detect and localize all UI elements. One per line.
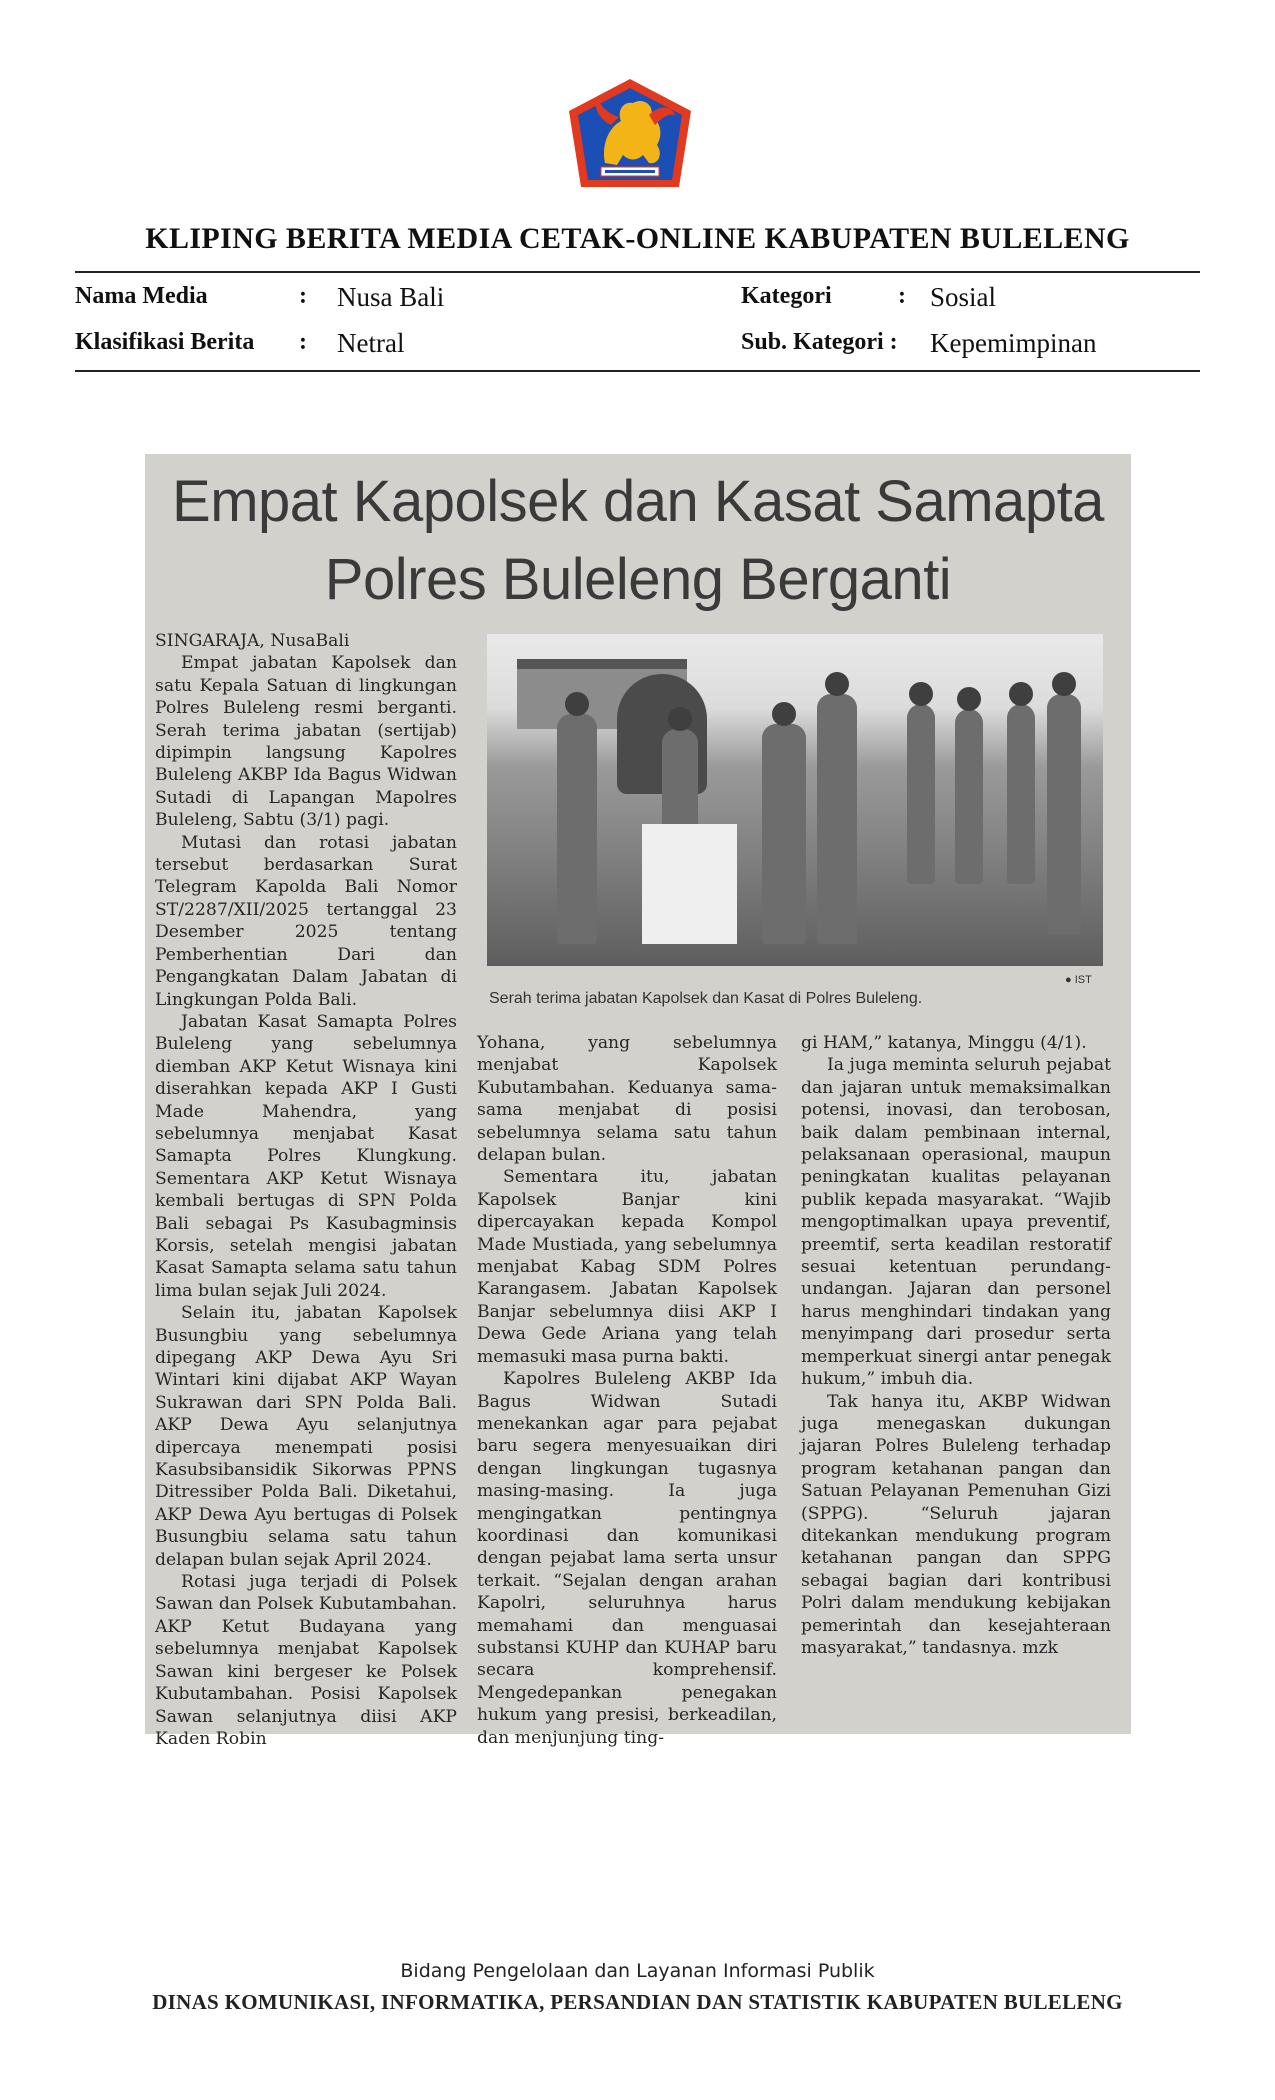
paragraph: Selain itu, jabatan Kapolsek Busungbiu yang sebelumnya dipegang AKP Dewa Ayu Sri Wintari kini dijabat AKP Wayan Sukrawan dari SPN Polda Bali. AKP Dewa Ayu selanjutnya dipercaya menempati posisi Kasubsibansidik Sikorwas PPNS Ditressiber Polda Bali. Diketahui, AKP Dewa Ayu bertugas di Polsek Busungbiu selama satu tahun delapan bulan sejak April 2024. (155, 1303, 457, 1570)
paragraph: gi HAM,” katanya, Minggu (4/1). (801, 1033, 1087, 1053)
paragraph: Yohana, yang sebelumnya menjabat Kapolsek Kubutambahan. Keduanya sama-sama menjabat di posisi sebelumnya selama satu tahun delapan bulan. (477, 1033, 777, 1166)
kategori-label: Kategori (741, 283, 832, 309)
page-title: KLIPING BERITA MEDIA CETAK-ONLINE KABUPATEN BULELENG (145, 222, 1130, 255)
klasifikasi-value: Netral (337, 328, 405, 358)
subkategori-label: Sub. Kategori : (741, 329, 898, 355)
kategori-colon: : (898, 283, 906, 309)
paragraph: Sementara itu, jabatan Kapolsek Banjar kini dipercayakan kepada Kompol Made Mustiada, yang sebelumnya menjabat Kabag SDM Polres Karangasem. Jabatan Kapolsek Banjar sebelumnya diisi AKP I Dewa Gede Ariana yang telah memasuki masa purna bakti. (477, 1167, 777, 1367)
subkategori-value: Kepemimpinan (930, 328, 1097, 358)
paragraph: Mutasi dan rotasi jabatan tersebut berdasarkan Surat Telegram Kapolda Bali Nomor ST/2287/XII/2025 tertanggal 23 Desember 2025 tentang Pemberhentian Dari dan Pengangkatan Dalam Jabatan di Lingkungan Polda Bali. (155, 832, 457, 1010)
headline-line-2: Polres Buleleng Berganti (324, 547, 952, 612)
photo-officer (955, 709, 983, 884)
headline-line-1: Empat Kapolsek dan Kasat Samapta (172, 469, 1104, 534)
photo-signing-table (642, 824, 737, 944)
photo-officer (762, 724, 806, 944)
article-column-2 (477, 1032, 777, 1749)
title-divider (75, 271, 1200, 273)
news-photo (487, 634, 1103, 966)
photo-officer (557, 714, 597, 944)
photo-caption: Serah terima jabatan Kapolsek dan Kasat di Polres Buleleng. (489, 990, 923, 1007)
paragraph: Ia juga meminta seluruh pejabat dan jajaran untuk memaksimalkan potensi, inovasi, dan terobosan, baik dalam pembinaan internal, pelaksanaan operasional, maupun peningkatan kualitas pelayanan publik kepada masyarakat. “Wajib mengoptimalkan upaya preventif, preemtif, serta keadilan restoratif sesuai ketentuan perundang-undangan. Jajaran dan personel harus menghindari tindakan yang menyimpang dari prosedur serta memperkuat sinergi antar penegak hukum,” imbuh dia. (801, 1055, 1111, 1390)
article-column-3 (801, 1032, 1111, 1659)
klasifikasi-colon: : (299, 329, 307, 355)
photo-officer (1007, 704, 1035, 884)
footer-agency: DINAS KOMUNIKASI, INFORMATIKA, PERSANDIAN DAN STATISTIK KABUPATEN BULELENG (152, 1990, 1123, 2014)
meta-divider (75, 370, 1200, 372)
media-colon: : (299, 283, 307, 309)
paragraph: Empat jabatan Kapolsek dan satu Kepala Satuan di lingkungan Polres Buleleng resmi berganti. Serah terima jabatan (sertijab) dipimpin langsung Kapolres Buleleng AKBP Ida Bagus Widwan Sutadi di Lapangan Mapolres Buleleng, Sabtu (3/1) pagi. (155, 653, 457, 831)
photo-officer (662, 729, 698, 839)
dateline: SINGARAJA, NusaBali (155, 631, 350, 651)
kategori-value: Sosial (930, 282, 997, 312)
article-column-1 (155, 630, 457, 1750)
klasifikasi-label: Klasifikasi Berita (75, 329, 255, 355)
photo-officer (907, 704, 935, 884)
paragraph: Jabatan Kasat Samapta Polres Buleleng yang sebelumnya diemban AKP Ketut Wisnaya kini diserahkan kepada AKP I Gusti Made Mahendra, yang sebelumnya menjabat Kasat Samapta Polres Klungkung. Sementara AKP Ketut Wisnaya kembali bertugas di SPN Polda Bali sebagai Ps Kasubagminsis Korsis, setelah mengisi jabatan Kasat Samapta selama satu tahun lima bulan sejak Juli 2024. (155, 1011, 457, 1301)
garuda-lion-crest-icon (563, 75, 697, 203)
paragraph: Kapolres Buleleng AKBP Ida Bagus Widwan Sutadi menekankan agar para pejabat baru segera menyesuaikan diri dengan lingkungan tugasnya masing-masing. Ia juga mengingatkan pentingnya koordinasi dan komunikasi dengan pejabat lama serta unsur terkait. “Sejalan dengan arahan Kapolri, seluruhnya harus memahami dan menguasai substansi KUHP dan KUHAP baru secara komprehensif. Mengedepankan penegakan hukum yang presisi, berkeadilan, dan menjunjung ting- (477, 1369, 777, 1748)
photo-officer (817, 694, 857, 944)
paragraph: Tak hanya itu, AKBP Widwan juga menegaskan dukungan jajaran Polres Buleleng terhadap program ketahanan pangan dan Satuan Pelayanan Pemenuhan Gizi (SPPG). “Seluruh jajaran ditekankan mendukung program ketahanan pangan dan SPPG sebagai bagian dari kontribusi Polri dalam mendukung kebijakan pemerintah dan kesejahteraan masyarakat,” tandasnya. mzk (801, 1391, 1111, 1658)
photo-credit: ● IST (1065, 974, 1092, 986)
media-value: Nusa Bali (337, 282, 445, 312)
footer-department: Bidang Pengelolaan dan Layanan Informasi Publik (400, 1960, 875, 1982)
photo-officer (1047, 694, 1081, 934)
newspaper-clipping (145, 454, 1131, 1749)
paragraph: Rotasi juga terjadi di Polsek Sawan dan Polsek Kubutambahan. AKP Ketut Budayana yang sebelumnya menjabat Kapolsek Sawan kini bergeser ke Polsek Kubutambahan. Posisi Kapolsek Sawan selanjutnya diisi AKP Kaden Robin (155, 1572, 457, 1749)
media-label: Nama Media (75, 283, 208, 309)
